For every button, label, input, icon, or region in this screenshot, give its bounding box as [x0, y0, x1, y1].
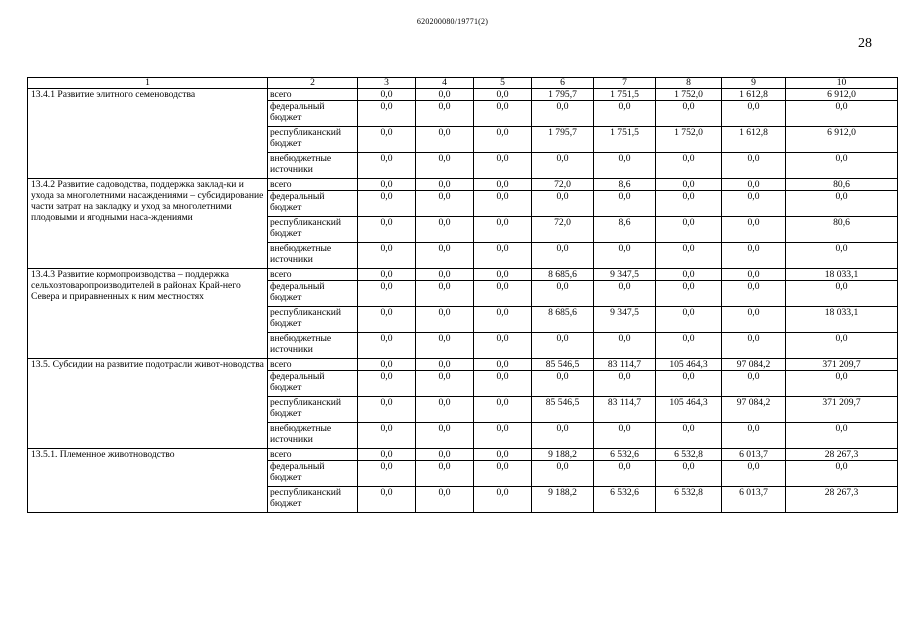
value-cell: 0,0 [594, 333, 656, 359]
funding-source: внебюджетные источники [268, 153, 358, 179]
value-cell: 6 013,7 [722, 449, 786, 461]
funding-source: федеральный бюджет [268, 461, 358, 487]
value-cell: 0,0 [358, 191, 416, 217]
value-cell: 0,0 [416, 269, 474, 281]
value-cell: 0,0 [786, 371, 898, 397]
funding-source: республиканский бюджет [268, 487, 358, 513]
value-cell: 8 685,6 [532, 269, 594, 281]
value-cell: 0,0 [656, 179, 722, 191]
header-cell: 2 [268, 78, 358, 89]
value-cell: 0,0 [594, 243, 656, 269]
funding-source: всего [268, 179, 358, 191]
value-cell: 83 114,7 [594, 359, 656, 371]
value-cell: 1 751,5 [594, 127, 656, 153]
budget-table [27, 77, 898, 513]
value-cell: 0,0 [358, 153, 416, 179]
value-cell: 85 546,5 [532, 359, 594, 371]
value-cell: 0,0 [358, 397, 416, 423]
header-cell: 7 [594, 78, 656, 89]
header-cell: 5 [474, 78, 532, 89]
value-cell: 0,0 [532, 191, 594, 217]
value-cell: 371 209,7 [786, 359, 898, 371]
value-cell: 0,0 [532, 423, 594, 449]
value-cell: 0,0 [474, 191, 532, 217]
value-cell: 0,0 [594, 281, 656, 307]
value-cell: 0,0 [474, 461, 532, 487]
value-cell: 0,0 [656, 243, 722, 269]
value-cell: 0,0 [416, 487, 474, 513]
value-cell: 1 752,0 [656, 127, 722, 153]
value-cell: 0,0 [656, 101, 722, 127]
value-cell: 18 033,1 [786, 269, 898, 281]
value-cell: 0,0 [416, 397, 474, 423]
value-cell: 0,0 [594, 371, 656, 397]
value-cell: 0,0 [532, 101, 594, 127]
value-cell: 0,0 [722, 217, 786, 243]
value-cell: 0,0 [358, 449, 416, 461]
table-row [28, 449, 898, 461]
funding-source: внебюджетные источники [268, 423, 358, 449]
header-cell: 8 [656, 78, 722, 89]
funding-source: внебюджетные источники [268, 243, 358, 269]
value-cell: 0,0 [474, 359, 532, 371]
header-cell: 3 [358, 78, 416, 89]
funding-source: всего [268, 359, 358, 371]
value-cell: 0,0 [416, 191, 474, 217]
measure-description: 13.4.1 Развитие элитного семеноводства [28, 89, 268, 179]
value-cell: 9 188,2 [532, 487, 594, 513]
value-cell: 0,0 [474, 243, 532, 269]
value-cell: 0,0 [358, 269, 416, 281]
value-cell: 105 464,3 [656, 397, 722, 423]
value-cell: 0,0 [358, 243, 416, 269]
value-cell: 0,0 [656, 307, 722, 333]
value-cell: 0,0 [416, 101, 474, 127]
value-cell: 0,0 [722, 243, 786, 269]
value-cell: 8,6 [594, 217, 656, 243]
funding-source: федеральный бюджет [268, 371, 358, 397]
value-cell: 0,0 [358, 371, 416, 397]
value-cell: 0,0 [722, 269, 786, 281]
value-cell: 72,0 [532, 217, 594, 243]
table-header-row [28, 78, 898, 89]
value-cell: 0,0 [656, 423, 722, 449]
value-cell: 80,6 [786, 217, 898, 243]
value-cell: 0,0 [474, 101, 532, 127]
value-cell: 1 795,7 [532, 127, 594, 153]
value-cell: 0,0 [358, 281, 416, 307]
value-cell: 0,0 [358, 307, 416, 333]
funding-source: всего [268, 89, 358, 101]
value-cell: 0,0 [416, 307, 474, 333]
value-cell: 0,0 [416, 359, 474, 371]
value-cell: 0,0 [358, 461, 416, 487]
value-cell: 97 084,2 [722, 359, 786, 371]
value-cell: 0,0 [474, 127, 532, 153]
value-cell: 0,0 [416, 89, 474, 101]
value-cell: 8,6 [594, 179, 656, 191]
value-cell: 0,0 [358, 179, 416, 191]
value-cell: 1 612,8 [722, 127, 786, 153]
measure-description: 13.4.3 Развитие кормопроизводства – поддержка сельхозтоваропроизводителей в районах Край-него Севера и приравненных к ним местностях [28, 269, 268, 359]
value-cell: 97 084,2 [722, 397, 786, 423]
value-cell: 0,0 [722, 281, 786, 307]
value-cell: 1 612,8 [722, 89, 786, 101]
value-cell: 0,0 [474, 371, 532, 397]
value-cell: 0,0 [416, 153, 474, 179]
value-cell: 105 464,3 [656, 359, 722, 371]
value-cell: 0,0 [474, 89, 532, 101]
value-cell: 0,0 [416, 179, 474, 191]
value-cell: 0,0 [594, 461, 656, 487]
value-cell: 1 795,7 [532, 89, 594, 101]
funding-source: федеральный бюджет [268, 101, 358, 127]
value-cell: 0,0 [474, 397, 532, 423]
value-cell: 0,0 [416, 449, 474, 461]
table-row [28, 359, 898, 371]
value-cell: 0,0 [532, 333, 594, 359]
value-cell: 371 209,7 [786, 397, 898, 423]
value-cell: 8 685,6 [532, 307, 594, 333]
value-cell: 0,0 [786, 101, 898, 127]
funding-source: республиканский бюджет [268, 127, 358, 153]
value-cell: 18 033,1 [786, 307, 898, 333]
value-cell: 0,0 [786, 461, 898, 487]
value-cell: 6 532,8 [656, 449, 722, 461]
value-cell: 6 532,8 [656, 487, 722, 513]
value-cell: 0,0 [594, 101, 656, 127]
value-cell: 0,0 [594, 153, 656, 179]
value-cell: 0,0 [656, 461, 722, 487]
value-cell: 0,0 [594, 191, 656, 217]
value-cell: 0,0 [594, 423, 656, 449]
value-cell: 0,0 [358, 359, 416, 371]
header-cell: 9 [722, 78, 786, 89]
value-cell: 0,0 [358, 217, 416, 243]
funding-source: федеральный бюджет [268, 191, 358, 217]
value-cell: 9 347,5 [594, 269, 656, 281]
value-cell: 0,0 [474, 449, 532, 461]
value-cell: 0,0 [786, 423, 898, 449]
document-number: 620200080/19771(2) [416, 17, 489, 26]
value-cell: 0,0 [656, 371, 722, 397]
value-cell: 0,0 [656, 269, 722, 281]
value-cell: 0,0 [786, 243, 898, 269]
value-cell: 0,0 [416, 423, 474, 449]
value-cell: 0,0 [474, 307, 532, 333]
value-cell: 9 188,2 [532, 449, 594, 461]
funding-source: всего [268, 449, 358, 461]
value-cell: 0,0 [656, 333, 722, 359]
funding-source: республиканский бюджет [268, 307, 358, 333]
value-cell: 0,0 [722, 371, 786, 397]
value-cell: 28 267,3 [786, 449, 898, 461]
value-cell: 0,0 [786, 191, 898, 217]
value-cell: 0,0 [416, 127, 474, 153]
value-cell: 85 546,5 [532, 397, 594, 423]
value-cell: 0,0 [722, 461, 786, 487]
value-cell: 0,0 [474, 333, 532, 359]
value-cell: 0,0 [722, 179, 786, 191]
value-cell: 83 114,7 [594, 397, 656, 423]
page-number: 28 [858, 36, 872, 51]
value-cell: 0,0 [786, 153, 898, 179]
measure-description: 13.5.1. Племенное животноводство [28, 449, 268, 513]
table-row [28, 179, 898, 191]
value-cell: 28 267,3 [786, 487, 898, 513]
value-cell: 0,0 [358, 127, 416, 153]
value-cell: 6 013,7 [722, 487, 786, 513]
table-row [28, 89, 898, 101]
value-cell: 0,0 [656, 191, 722, 217]
funding-source: республиканский бюджет [268, 217, 358, 243]
value-cell: 1 751,5 [594, 89, 656, 101]
value-cell: 6 912,0 [786, 89, 898, 101]
value-cell: 0,0 [474, 281, 532, 307]
value-cell: 0,0 [358, 423, 416, 449]
table-row [28, 269, 898, 281]
value-cell: 0,0 [474, 153, 532, 179]
header-cell: 4 [416, 78, 474, 89]
value-cell: 0,0 [722, 153, 786, 179]
value-cell: 6 532,6 [594, 487, 656, 513]
value-cell: 0,0 [474, 423, 532, 449]
value-cell: 0,0 [532, 281, 594, 307]
header-cell: 6 [532, 78, 594, 89]
value-cell: 0,0 [722, 333, 786, 359]
value-cell: 72,0 [532, 179, 594, 191]
value-cell: 0,0 [532, 461, 594, 487]
funding-source: республиканский бюджет [268, 397, 358, 423]
value-cell: 0,0 [722, 423, 786, 449]
measure-description: 13.5. Субсидии на развитие подотрасли живот-новодства [28, 359, 268, 449]
value-cell: 0,0 [416, 333, 474, 359]
value-cell: 0,0 [358, 487, 416, 513]
value-cell: 0,0 [656, 281, 722, 307]
value-cell: 0,0 [722, 191, 786, 217]
funding-source: всего [268, 269, 358, 281]
value-cell: 0,0 [532, 243, 594, 269]
value-cell: 9 347,5 [594, 307, 656, 333]
header-cell: 1 [28, 78, 268, 89]
value-cell: 0,0 [416, 371, 474, 397]
value-cell: 0,0 [532, 153, 594, 179]
header-cell: 10 [786, 78, 898, 89]
value-cell: 1 752,0 [656, 89, 722, 101]
value-cell: 0,0 [722, 101, 786, 127]
value-cell: 0,0 [722, 307, 786, 333]
value-cell: 0,0 [416, 217, 474, 243]
value-cell: 0,0 [474, 179, 532, 191]
value-cell: 0,0 [474, 487, 532, 513]
value-cell: 0,0 [656, 217, 722, 243]
value-cell: 0,0 [656, 153, 722, 179]
value-cell: 0,0 [786, 333, 898, 359]
value-cell: 80,6 [786, 179, 898, 191]
funding-source: внебюджетные источники [268, 333, 358, 359]
value-cell: 0,0 [474, 269, 532, 281]
value-cell: 6 532,6 [594, 449, 656, 461]
value-cell: 0,0 [358, 101, 416, 127]
measure-description: 13.4.2 Развитие садоводства, поддержка заклад-ки и ухода за многолетними насаждениями – субсидирование части затрат на закладку и уход за многолетними плодовыми и ягодными наса-ждениями [28, 179, 268, 269]
value-cell: 0,0 [474, 217, 532, 243]
value-cell: 0,0 [416, 243, 474, 269]
funding-source: федеральный бюджет [268, 281, 358, 307]
value-cell: 6 912,0 [786, 127, 898, 153]
value-cell: 0,0 [786, 281, 898, 307]
value-cell: 0,0 [416, 281, 474, 307]
value-cell: 0,0 [358, 89, 416, 101]
value-cell: 0,0 [416, 461, 474, 487]
value-cell: 0,0 [358, 333, 416, 359]
value-cell: 0,0 [532, 371, 594, 397]
